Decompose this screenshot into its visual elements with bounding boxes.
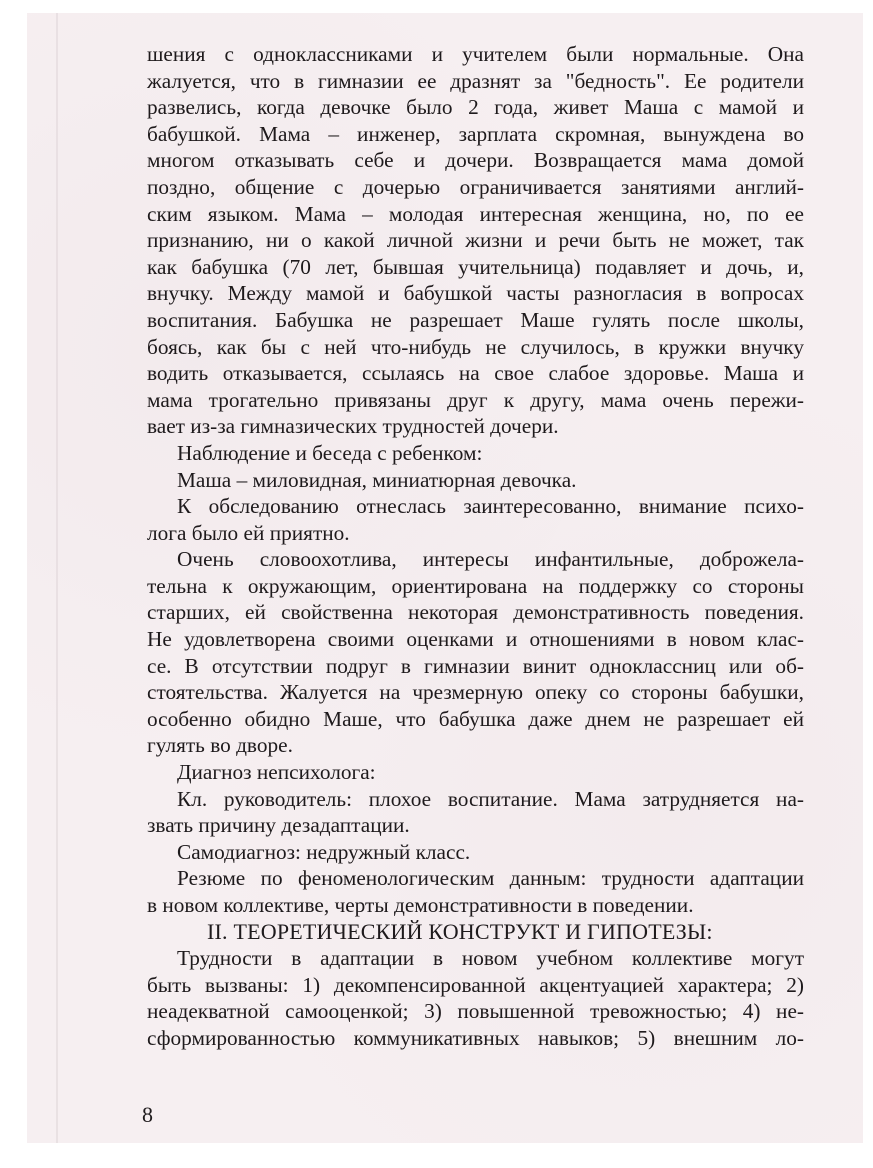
text-line: II. ТЕОРЕТИЧЕСКИЙ КОНСТРУКТ И ГИПОТЕЗЫ: [207, 918, 713, 944]
text-line: вает из-за гимназических трудностей дочери. [147, 414, 559, 439]
text-line: бабушкой. Мама – инженер, зарплата скромная, вынуждена во [147, 121, 804, 146]
text-line: быть вызваны: 1) декомпенсированной акцентуацией характера; 2) [147, 972, 804, 997]
text-line: развелись, когда девочке было 2 года, живет Маша с мамой и [147, 95, 804, 120]
text-line: поздно, общение с дочерью ограничивается занятиями англий- [147, 174, 804, 199]
paragraph [147, 945, 804, 1051]
text-line: сформированностью коммуникативных навыков; 5) внешним ло- [147, 1025, 804, 1050]
text-line: гулять во дворе. [147, 733, 293, 758]
text-line: мама трогательно привязаны друг к другу, мама очень пережи- [147, 387, 804, 412]
text-line: Наблюдение и беседа с ребенком: [177, 440, 483, 465]
text-line: Самодиагноз: недружный класс. [177, 839, 471, 864]
text-line: Маша – миловидная, миниатюрная девочка. [177, 467, 577, 492]
paragraph [147, 546, 804, 759]
text-line: Трудности в адаптации в новом учебном коллективе могут [177, 946, 804, 971]
text-line: стоятельства. Жалуется на чрезмерную опеку со стороны бабушки, [147, 680, 804, 705]
paragraph [147, 759, 804, 786]
paragraph [147, 440, 804, 467]
page-number: 8 [142, 1102, 153, 1127]
text-line: особенно обидно Маше, что бабушка даже днем не разрешает ей [147, 706, 804, 731]
text-line: жалуется, что в гимназии ее дразнят за "бедность". Ее родители [147, 68, 804, 93]
text-line: боясь, как бы с ней что-нибудь не случилось, в кружки внучку [147, 334, 804, 359]
paragraph [147, 41, 804, 440]
page-fold-line [56, 13, 58, 1143]
text-line: многом отказывать себе и дочери. Возвращается мама домой [147, 148, 804, 173]
text-line: К обследованию отнеслась заинтересованно, внимание психо- [177, 494, 804, 519]
text-line: Кл. руководитель: плохое воспитание. Мама затрудняется на- [177, 786, 804, 811]
text-line: Очень словоохотлива, интересы инфантильные, доброжела- [177, 547, 804, 572]
paragraph [147, 839, 804, 866]
paragraph [147, 865, 804, 918]
paragraph [147, 467, 804, 494]
text-line: звать причину дезадаптации. [147, 813, 410, 838]
text-line: старших, ей свойственна некоторая демонстративность поведения. [147, 600, 804, 625]
text-line: воспитания. Бабушка не разрешает Маше гулять после школы, [147, 307, 804, 332]
text-line: водить отказывается, ссылаясь на свое слабое здоровье. Маша и [147, 361, 804, 386]
section-heading [147, 919, 804, 946]
text-line: Диагноз непсихолога: [177, 760, 376, 785]
text-line: признанию, ни о какой личной жизни и речи быть не может, так [147, 228, 804, 253]
paragraph [147, 493, 804, 546]
text-line: в новом коллективе, черты демонстративности в поведении. [147, 893, 694, 917]
text-line: внучку. Между мамой и бабушкой часты разногласия в вопросах [147, 281, 804, 306]
text-line: Резюме по феноменологическим данным: трудности адаптации [177, 866, 804, 891]
text-line: тельна к окружающим, ориентирована на поддержку со стороны [147, 573, 804, 598]
text-line: лога было ей приятно. [147, 520, 350, 545]
text-line: как бабушка (70 лет, бывшая учительница) подавляет и дочь, и, [147, 254, 804, 279]
text-line: неадекватной самооценкой; 3) повышенной тревожностью; 4) не- [147, 999, 804, 1024]
paragraph [147, 786, 804, 839]
text-line: шения с одноклассниками и учителем были нормальные. Она [147, 42, 804, 66]
page-body-text [147, 41, 804, 1052]
text-line: Не удовлетворена своими оценками и отношениями в новом клас- [147, 627, 804, 652]
text-line: се. В отсутствии подруг в гимназии винит одноклассниц или об- [147, 653, 804, 678]
text-line: ским языком. Мама – молодая интересная женщина, но, по ее [147, 201, 804, 226]
